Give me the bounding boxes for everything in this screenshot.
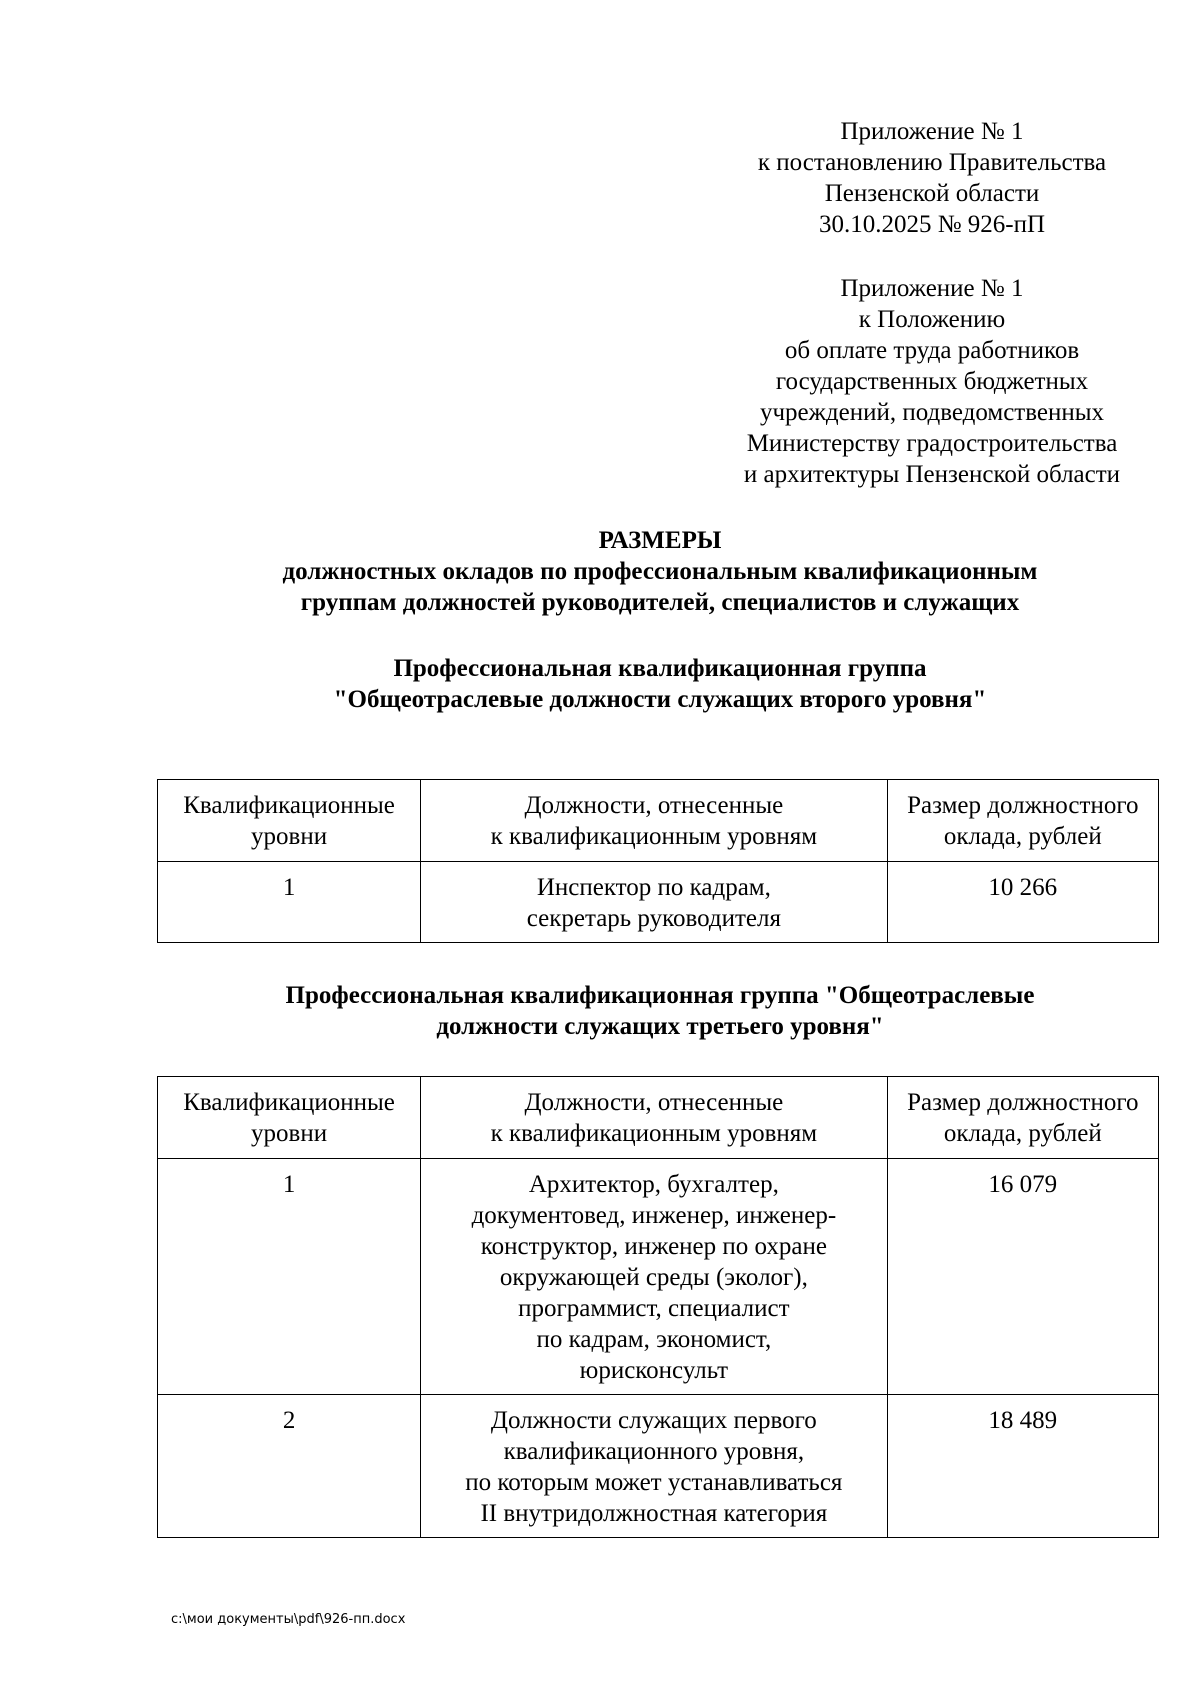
title-subheading: должностных окладов по профессиональным квалификационным группам должностей руководителей, специалистов и служащих [282, 558, 1038, 616]
document-title [160, 525, 1160, 618]
header-salary: Размер должностного оклада, рублей [887, 1077, 1158, 1159]
cell-salary: 16 079 [887, 1159, 1158, 1395]
cell-level: 1 [158, 862, 421, 943]
header-qualification-levels: Квалификационные уровни [158, 1077, 421, 1159]
header-positions: Должности, отнесенные к квалификационным уровням [421, 780, 887, 862]
appendix-decree-reference: Приложение № 1 к постановлению Правительства Пензенской области 30.10.2025 № 926-пП [757, 118, 1107, 238]
header-positions: Должности, отнесенные к квалификационным уровням [421, 1077, 887, 1159]
group-1-title: Профессиональная квалификационная группа "Общеотраслевые должности служащих второго уровня" [333, 655, 987, 713]
table-row [158, 1395, 1159, 1538]
cell-salary: 10 266 [887, 862, 1158, 943]
appendix-regulation-reference: Приложение № 1 к Положению об оплате труда работников государственных бюджетных учреждений, подведомственных Министерству градостроительства и архитектуры Пензенской области [743, 275, 1121, 488]
title-heading: РАЗМЕРЫ [598, 527, 722, 554]
group-1-salary-table [157, 779, 1159, 943]
cell-level: 2 [158, 1395, 421, 1538]
table-header-row [158, 780, 1159, 862]
cell-level: 1 [158, 1159, 421, 1395]
header-salary: Размер должностного оклада, рублей [887, 780, 1158, 862]
cell-salary: 18 489 [887, 1395, 1158, 1538]
table-row [158, 862, 1159, 943]
group-2-title: Профессиональная квалификационная группа "Общеотраслевые должности служащих третьего уровня" [285, 982, 1035, 1040]
cell-positions: Инспектор по кадрам, секретарь руководителя [421, 862, 887, 943]
table-row [158, 1159, 1159, 1395]
footer-file-path: c:\мои документы\pdf\926-пп.docx [171, 1612, 406, 1627]
cell-positions: Архитектор, бухгалтер, документовед, инженер, инженер- конструктор, инженер по охране окружающей среды (эколог), программист, специалист по кадрам, экономист, юрисконсульт [421, 1159, 887, 1395]
cell-positions: Должности служащих первого квалификационного уровня, по которым может устанавливаться II внутридолжностная категория [421, 1395, 887, 1538]
group-2-salary-table [157, 1076, 1159, 1538]
header-qualification-levels: Квалификационные уровни [158, 780, 421, 862]
table-header-row [158, 1077, 1159, 1159]
